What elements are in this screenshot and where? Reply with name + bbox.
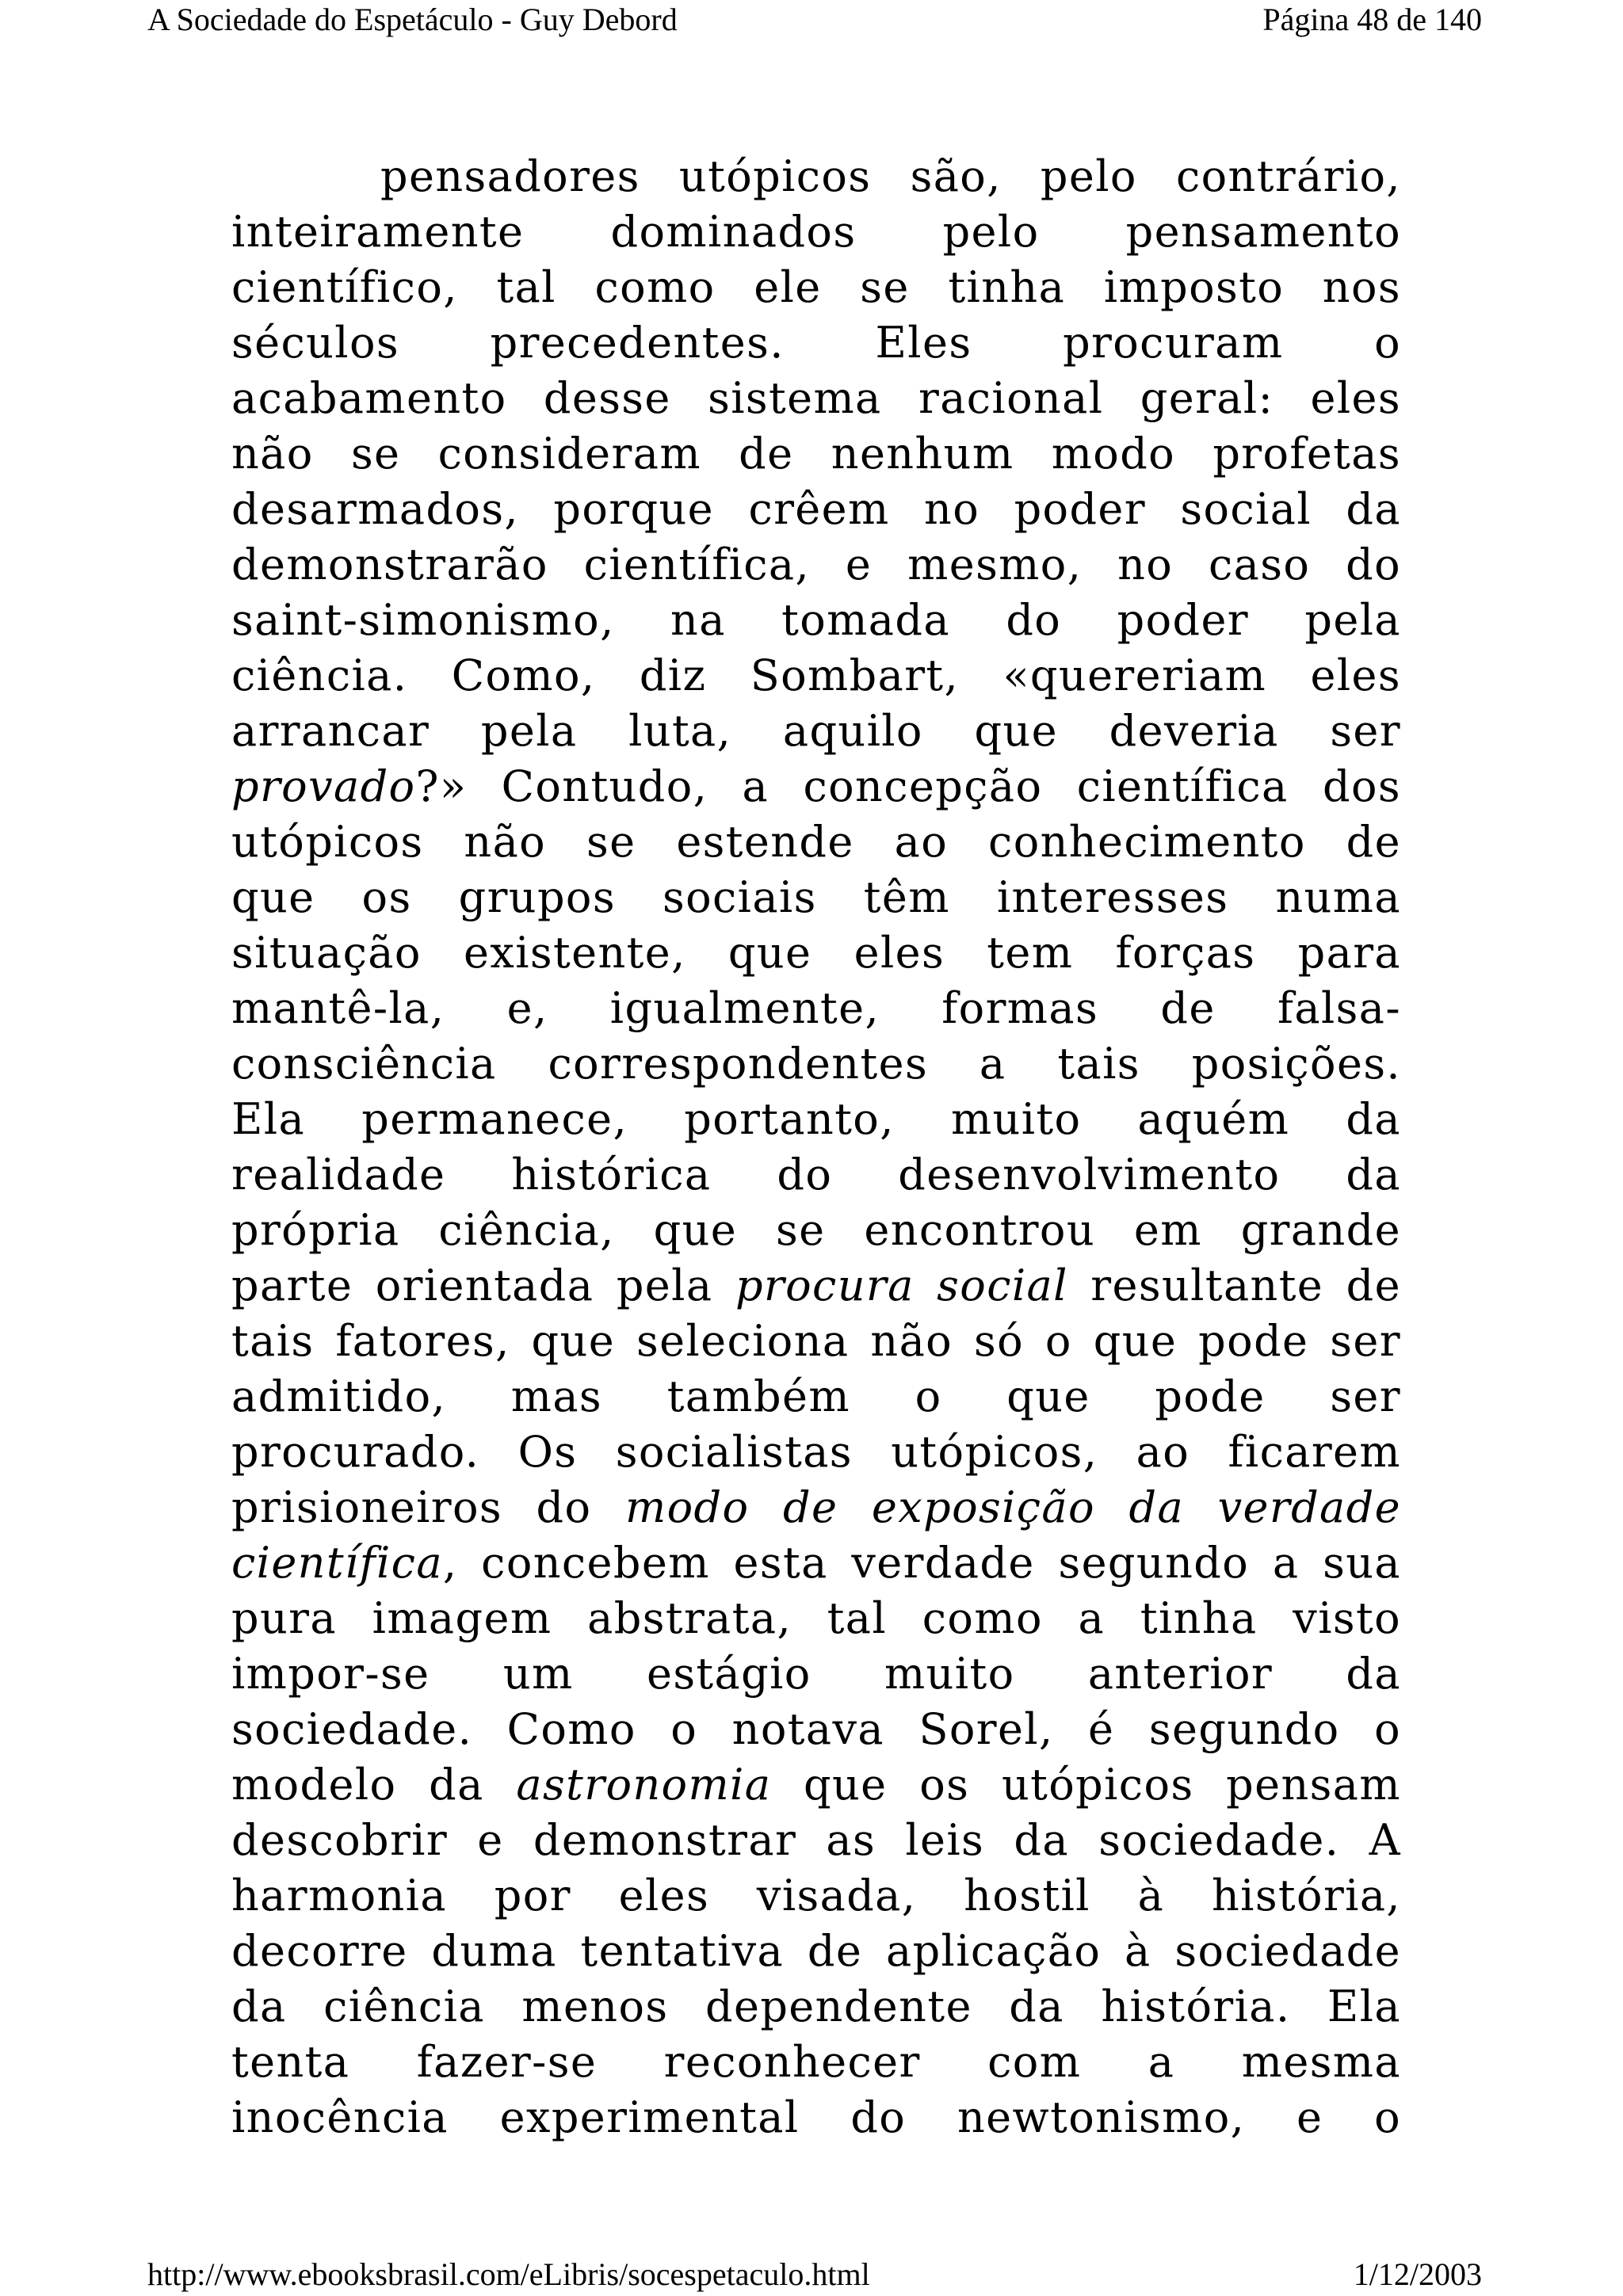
text-run: descobrir e demonstrar as leis da sociedade. A bbox=[231, 1815, 1401, 1865]
text-run: admitido, mas também o que pode ser bbox=[231, 1371, 1401, 1421]
text-run: inocência experimental do newtonismo, e o bbox=[231, 2092, 1401, 2142]
italic-text: provado bbox=[231, 761, 416, 811]
text-run: saint-simonismo, na tomada do poder pela bbox=[231, 595, 1401, 645]
body-line bbox=[231, 1924, 1401, 1979]
italic-text: científica bbox=[231, 1538, 443, 1588]
body-line bbox=[231, 870, 1401, 925]
body-line bbox=[231, 981, 1401, 1036]
body-line bbox=[231, 260, 1401, 315]
body-line bbox=[231, 1757, 1401, 1813]
body-line bbox=[231, 1813, 1401, 1868]
body-line bbox=[231, 1314, 1401, 1369]
text-run: , concebem esta verdade segundo a sua bbox=[442, 1538, 1401, 1588]
body-line bbox=[231, 759, 1401, 814]
body-line bbox=[231, 1868, 1401, 1924]
text-run: própria ciência, que se encontrou em grande bbox=[231, 1205, 1401, 1255]
print-date: 1/12/2003 bbox=[1353, 2256, 1482, 2292]
body-line bbox=[231, 1591, 1401, 1646]
text-run: modelo da bbox=[231, 1760, 517, 1810]
body-line bbox=[231, 704, 1401, 759]
body-line bbox=[231, 1147, 1401, 1203]
text-run: arrancar pela luta, aquilo que deveria ser bbox=[231, 706, 1401, 756]
body-line bbox=[231, 648, 1401, 704]
body-line bbox=[231, 1480, 1401, 1535]
text-run: demonstrarão científica, e mesmo, no caso do bbox=[231, 540, 1401, 589]
text-run: tenta fazer-se reconhecer com a mesma bbox=[231, 2037, 1401, 2087]
text-run: sociedade. Como o notava Sorel, é segundo o bbox=[231, 1704, 1401, 1754]
body-line bbox=[231, 149, 1401, 204]
body-line bbox=[231, 1092, 1401, 1147]
text-run: desarmados, porque crêem no poder social da bbox=[231, 484, 1401, 534]
text-run: resultante de bbox=[1067, 1261, 1402, 1310]
text-run: consciência correspondentes a tais posições. bbox=[231, 1039, 1401, 1089]
text-run: não se consideram de nenhum modo profetas bbox=[231, 429, 1401, 479]
text-run: da ciência menos dependente da história. Ela bbox=[231, 1981, 1401, 2031]
text-run: procurado. Os socialistas utópicos, ao ficarem bbox=[231, 1427, 1401, 1477]
text-run: realidade histórica do desenvolvimento da bbox=[231, 1150, 1401, 1199]
body-line bbox=[231, 1535, 1401, 1591]
body-line bbox=[231, 1979, 1401, 2035]
body-text bbox=[231, 149, 1401, 2145]
body-line bbox=[231, 1369, 1401, 1425]
text-run: prisioneiros do bbox=[231, 1482, 626, 1532]
text-run: pura imagem abstrata, tal como a tinha visto bbox=[231, 1593, 1401, 1643]
text-run: parte orientada pela bbox=[231, 1261, 735, 1310]
body-line bbox=[231, 482, 1401, 537]
text-run: ?» Contudo, a concepção científica dos bbox=[415, 761, 1401, 811]
text-run: decorre duma tentativa de aplicação à sociedade bbox=[231, 1926, 1401, 1976]
body-line bbox=[231, 1036, 1401, 1092]
body-line bbox=[231, 315, 1401, 371]
document-title: A Sociedade do Espetáculo - Guy Debord bbox=[147, 2, 678, 37]
body-line bbox=[231, 925, 1401, 981]
body-line bbox=[231, 1702, 1401, 1757]
text-run: utópicos não se estende ao conhecimento de bbox=[231, 817, 1401, 867]
text-run: que os grupos sociais têm interesses numa bbox=[231, 872, 1401, 922]
text-run: que os utópicos pensam bbox=[771, 1760, 1401, 1810]
text-run: harmonia por eles visada, hostil à história, bbox=[231, 1871, 1401, 1920]
body-line bbox=[231, 814, 1401, 870]
body-line bbox=[231, 593, 1401, 648]
italic-text: modo de exposição da verdade bbox=[625, 1482, 1401, 1532]
text-run: ciência. Como, diz Sombart, «quereriam eles bbox=[231, 650, 1401, 700]
body-line bbox=[231, 1425, 1401, 1480]
italic-text: astronomia bbox=[516, 1760, 772, 1810]
text-run: mantê-la, e, igualmente, formas de falsa- bbox=[231, 983, 1401, 1033]
text-run: pensadores utópicos são, pelo contrário, bbox=[380, 151, 1401, 201]
body-line bbox=[231, 204, 1401, 260]
body-line bbox=[231, 426, 1401, 482]
body-line bbox=[231, 1203, 1401, 1258]
text-run: científico, tal como ele se tinha imposto nos bbox=[231, 262, 1401, 312]
body-line bbox=[231, 1646, 1401, 1702]
text-run: inteiramente dominados pelo pensamento bbox=[231, 207, 1401, 257]
body-line bbox=[231, 371, 1401, 426]
italic-text: procura social bbox=[735, 1261, 1068, 1310]
text-run: situação existente, que eles tem forças para bbox=[231, 928, 1401, 978]
text-run: séculos precedentes. Eles procuram o bbox=[231, 318, 1401, 368]
body-line bbox=[231, 537, 1401, 593]
body-line bbox=[231, 1258, 1401, 1314]
text-run: acabamento desse sistema racional geral: eles bbox=[231, 373, 1401, 423]
text-run: impor-se um estágio muito anterior da bbox=[231, 1649, 1401, 1699]
text-run: tais fatores, que seleciona não só o que pode ser bbox=[231, 1316, 1401, 1366]
text-run: Ela permanece, portanto, muito aquém da bbox=[231, 1094, 1401, 1144]
page-indicator: Página 48 de 140 bbox=[1262, 2, 1482, 37]
body-line bbox=[231, 2090, 1401, 2145]
body-line bbox=[231, 2035, 1401, 2090]
source-url: http://www.ebooksbrasil.com/eLibris/socespetaculo.html bbox=[147, 2256, 870, 2292]
